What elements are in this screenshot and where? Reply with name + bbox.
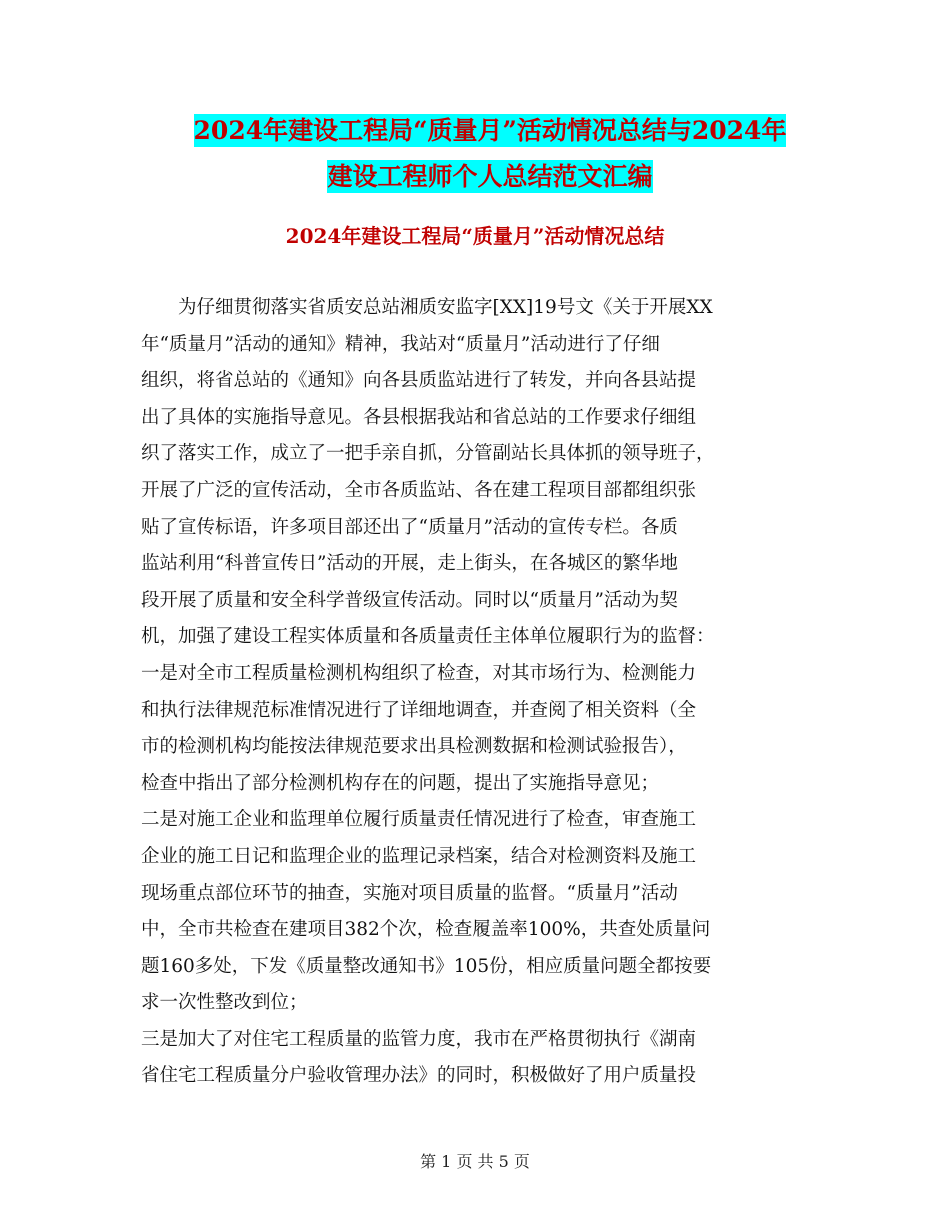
body-paragraph [141,290,811,1095]
text-line: 题160多处，下发《质量整改通知书》105份，相应质量问题全都按要 [141,955,712,977]
text-line: 段开展了质量和安全科学普级宣传活动。同时以“质量月”活动为契 [141,589,678,611]
text-line: 二是对施工企业和监理单位履行质量责任情况进行了检查，审查施工 [141,809,697,831]
section-title: 2024年建设工程局“质量月”活动情况总结 [285,224,665,248]
text-line: 企业的施工日记和监理企业的监理记录档案，结合对检测资料及施工 [141,845,697,867]
text-line: 监站利用“科普宣传日”活动的开展，走上街头，在各城区的繁华地 [141,553,678,575]
text-line: 机，加强了建设工程实体质量和各质量责任主体单位履职行为的监督： [141,626,715,648]
text-line: 为仔细贯彻落实省质安总站湘质安监字[XX]19号文《关于开展XX [178,297,713,318]
text-line: 省住宅工程质量分户验收管理办法》的同时，积极做好了用户质量投 [141,1065,697,1087]
text-line: 开展了广泛的宣传活动，全市各质监站、各在建工程项目部都组织张 [141,479,697,501]
text-line: 组织，将省总站的《通知》向各县质监站进行了转发，并向各县站提 [141,370,697,392]
text-line: 求一次性整改到位； [141,992,308,1014]
document-title [150,108,830,200]
text-line: 出了具体的实施指导意见。各县根据我站和省总站的工作要求仔细组 [141,406,697,428]
text-line: 织了落实工作，成立了一把手亲自抓，分管副站长具体抓的领导班子， [141,443,715,465]
text-line: 市的检测机构均能按法律规范要求出具检测数据和检测试验报告）， [141,736,687,758]
text-line: 一是对全市工程质量检测机构组织了检查，对其市场行为、检测能力 [141,662,697,684]
text-line: 贴了宣传标语，许多项目部还出了“质量月”活动的宣传专栏。各质 [141,516,678,538]
text-line: 三是加大了对住宅工程质量的监管力度，我市在严格贯彻执行《湖南 [141,1028,697,1050]
text-line: 年“质量月”活动的通知》精神，我站对“质量月”活动进行了仔细 [141,333,660,355]
page-footer: 第 1 页 共 5 页 [420,1152,530,1171]
document-title-line-1: 2024年建设工程局“质量月”活动情况总结与2024年 [193,116,787,145]
text-line: 和执行法律规范标准情况进行了详细地调查，并查阅了相关资料（全 [141,699,697,721]
text-line: 现场重点部位环节的抽查，实施对项目质量的监督。“质量月”活动 [141,882,678,904]
text-line: 中，全市共检查在建项目382个次，检查履盖率100%，共查处质量问 [141,919,711,941]
text-line: 检查中指出了部分检测机构存在的问题，提出了实施指导意见； [141,772,660,794]
document-title-line-2: 建设工程师个人总结范文汇编 [327,162,653,191]
